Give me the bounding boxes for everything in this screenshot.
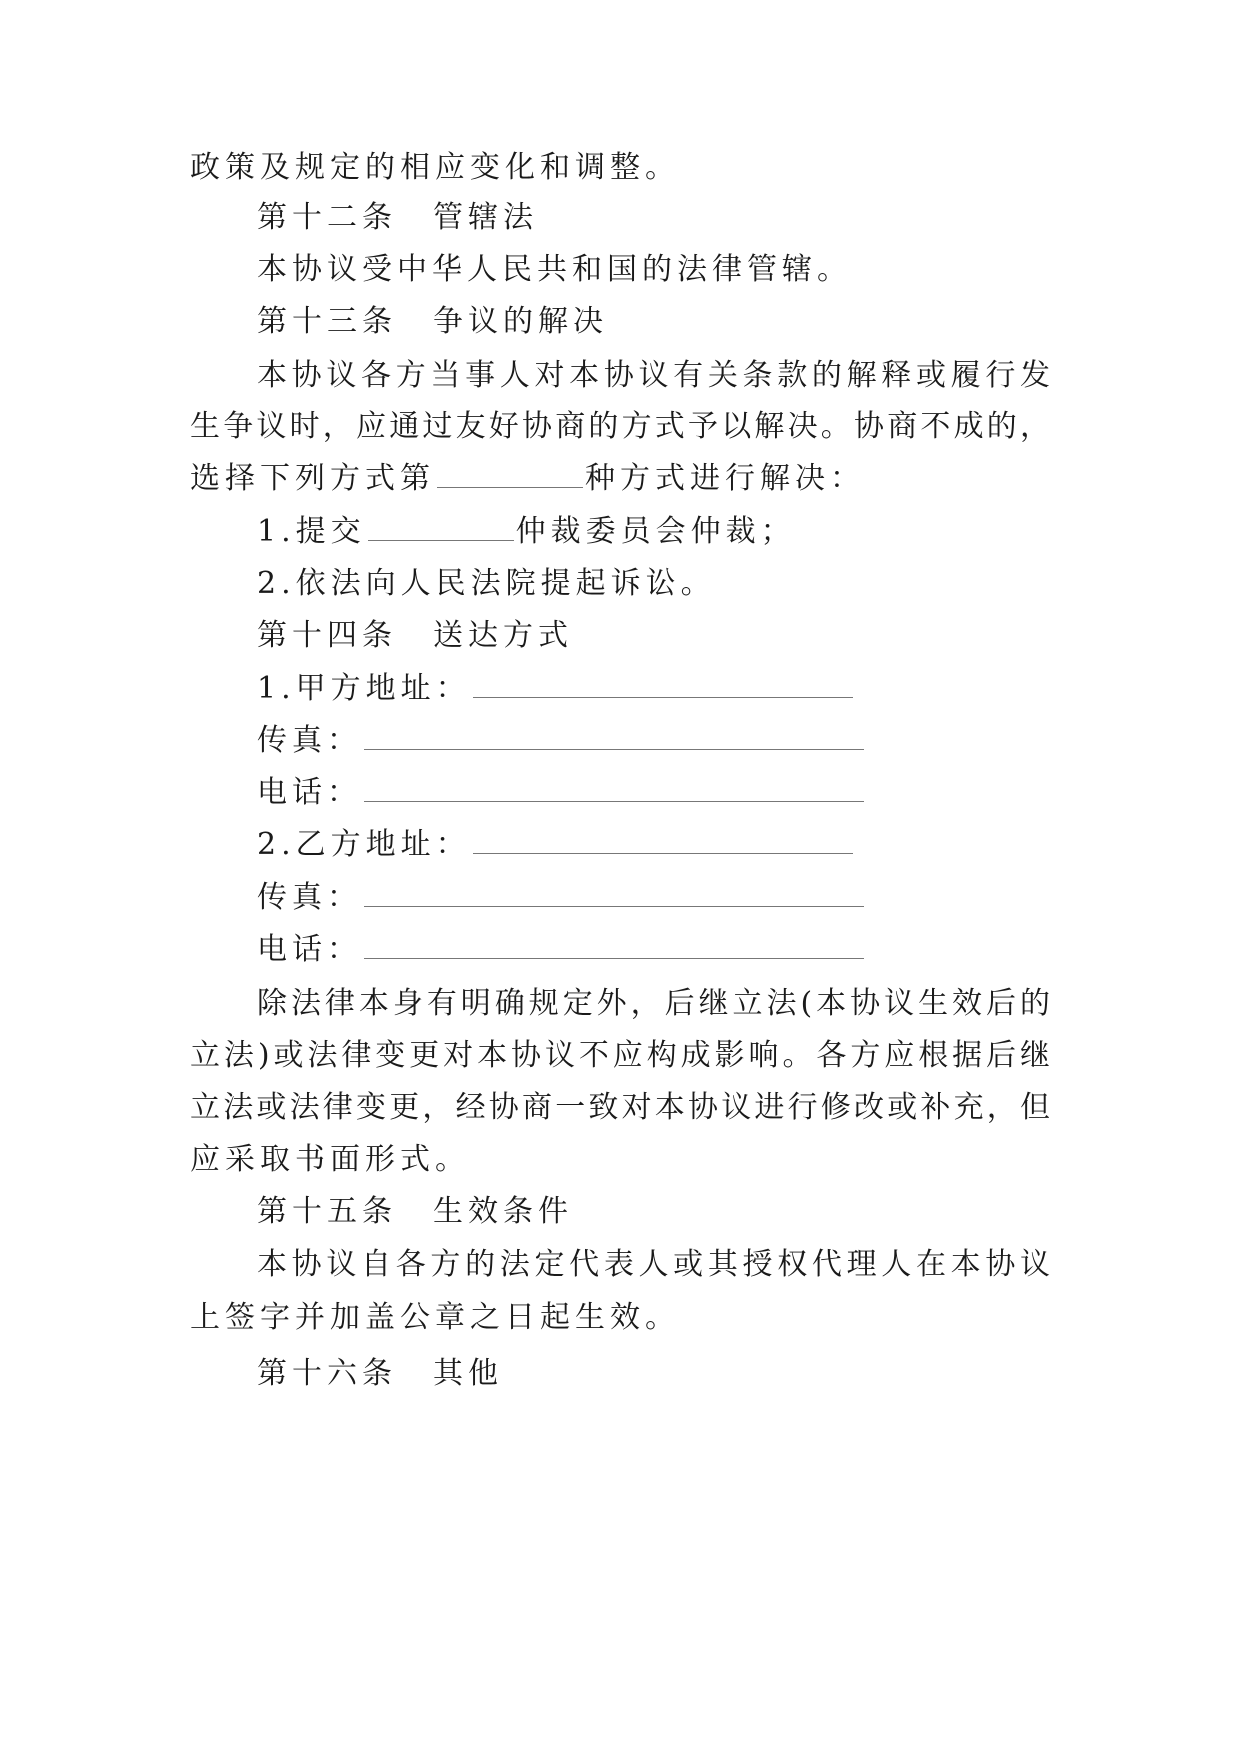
article-number: 第十四条	[257, 618, 397, 653]
article-title: 生效条件	[433, 1194, 573, 1229]
party-b-address-blank[interactable]	[473, 825, 853, 854]
paragraph-line: 本协议各方当事人对本协议有关条款的解释或履行发	[257, 358, 1050, 393]
paragraph-line: 立法)或法律变更对本协议不应构成影响。各方应根据后继	[190, 1038, 1050, 1073]
paragraph-line: 政策及规定的相应变化和调整。	[190, 150, 680, 185]
article-title: 管辖法	[433, 200, 538, 235]
party-b-phone-row: 电话：	[257, 928, 866, 972]
article-15-heading	[257, 1190, 573, 1234]
party-a-fax-blank[interactable]	[364, 721, 864, 750]
paragraph-line: 上签字并加盖公章之日起生效。	[190, 1300, 680, 1335]
article-number: 第十六条	[257, 1356, 397, 1391]
article-13-heading	[257, 300, 608, 344]
party-b-fax-blank[interactable]	[364, 878, 864, 907]
paragraph-line: 本协议自各方的法定代表人或其授权代理人在本协议	[257, 1247, 1050, 1282]
method-number-blank[interactable]	[437, 459, 583, 488]
article-14-heading	[257, 614, 573, 658]
article-title: 其他	[433, 1356, 503, 1391]
paragraph-line: 立法或法律变更，经协商一致对本协议进行修改或补充，但	[190, 1090, 1050, 1125]
party-a-phone-blank[interactable]	[364, 773, 864, 802]
paragraph-line: 本协议受中华人民共和国的法律管辖。	[257, 252, 852, 287]
party-a-address-blank[interactable]	[473, 669, 853, 698]
article-number: 第十二条	[257, 200, 397, 235]
party-b-phone-blank[interactable]	[364, 930, 864, 959]
paragraph-line: 除法律本身有明确规定外，后继立法(本协议生效后的	[257, 986, 1050, 1021]
party-b-fax-row: 传真：	[257, 876, 866, 920]
article-title: 争议的解决	[433, 304, 608, 339]
article-title: 送达方式	[433, 618, 573, 653]
party-b-address-row: 2.乙方地址：	[257, 823, 855, 867]
arbitration-option-line: 1.提交 仲裁委员会仲裁；	[257, 514, 796, 549]
party-a-phone-row: 电话：	[257, 771, 866, 815]
article-number: 第十三条	[257, 304, 397, 339]
article-16-heading	[257, 1352, 503, 1396]
paragraph-line: 生争议时，应通过友好协商的方式予以解决。协商不成的，	[190, 409, 1050, 444]
party-a-address-row: 1.甲方地址：	[257, 667, 855, 711]
litigation-option-line: 2.依法向人民法院提起诉讼。	[257, 566, 716, 601]
party-a-fax-row: 传真：	[257, 719, 866, 763]
paragraph-line: 应采取书面形式。	[190, 1142, 470, 1177]
dispute-method-line: 选择下列方式第 种方式进行解决：	[190, 461, 865, 496]
arbitration-commission-blank[interactable]	[368, 512, 514, 541]
article-number: 第十五条	[257, 1194, 397, 1229]
article-12-heading	[257, 196, 538, 240]
